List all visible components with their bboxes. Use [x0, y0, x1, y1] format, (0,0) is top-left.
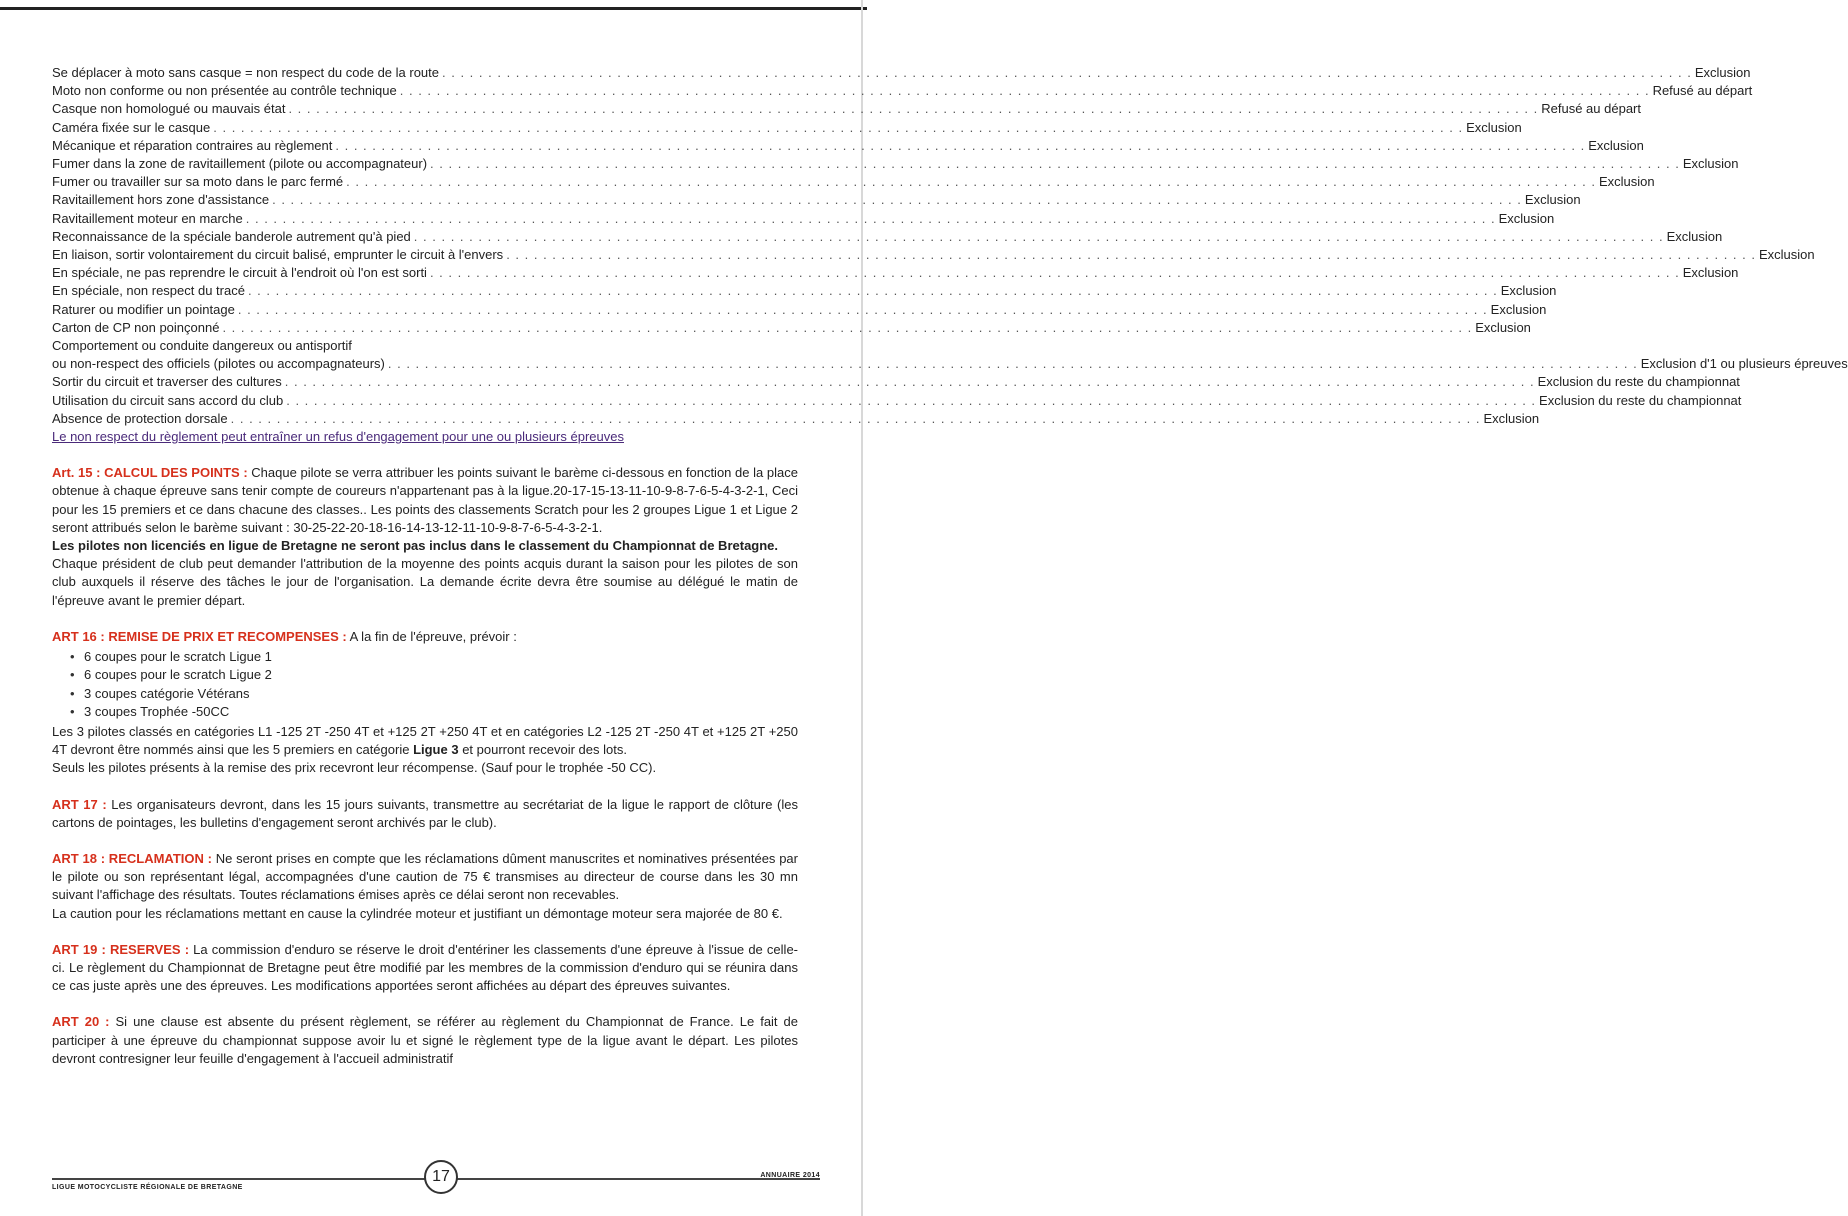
article-16-bold: Ligue 3: [413, 742, 459, 758]
article-20-para: [52, 1013, 798, 1068]
dot-leader: [246, 210, 1496, 228]
article-16-intro: A la fin de l'épreuve, prévoir :: [346, 628, 517, 644]
penalty-label: Reconnaissance de la spéciale banderole autrement qu'à pied: [52, 228, 411, 244]
dot-leader: [272, 191, 1522, 209]
penalty-row: [52, 173, 1655, 191]
dot-leader: [285, 373, 1535, 391]
article-17-para: [52, 796, 798, 832]
article-15: [52, 464, 798, 610]
penalty-label: Caméra fixée sur le casque: [52, 119, 211, 135]
penalty-label: Carton de CP non poinçonné: [52, 319, 220, 335]
article-16-para: [52, 628, 798, 646]
penalty-row: [52, 64, 1751, 82]
article-18: [52, 850, 798, 923]
penalty-row: [52, 301, 1547, 319]
penalty-row: [52, 319, 1531, 337]
article-19-title: ART 19 : RESERVES :: [52, 941, 190, 957]
penalty-row: [52, 282, 1557, 300]
document-body: [52, 64, 1848, 1068]
page-footer: [52, 1170, 820, 1200]
article-16-text1: Les 3 pilotes classés en catégories L1 -125 2T -250 4T et +125 2T +250 4T et en catégories L2 -125 2T -250 4T et +125 2T +250 4T devront être nommés ainsi que les 5 premiers en catégorie: [52, 723, 798, 758]
article-20-text: Si une clause est absente du présent règlement, se référer au règlement du Championnat de France. Le fait de participer à une épreuve du championnat suppose avoir lu et signé le règlement type de la ligue avant le départ. Les pilotes devront contresigner leur feuille d'engagement à l'accueil administratif: [52, 1014, 799, 1066]
article-17-title: ART 17 :: [52, 796, 107, 812]
dot-leader: [430, 264, 1680, 282]
dot-leader: [248, 282, 1498, 300]
penalty-label: Mécanique et réparation contraires au règlement: [52, 137, 333, 153]
dot-leader: [213, 119, 1463, 137]
penalty-label: Fumer ou travailler sur sa moto dans le parc fermé: [52, 174, 344, 190]
penalty-label: Se déplacer à moto sans casque = non respect du code de la route: [52, 65, 440, 80]
penalty-result: Exclusion d'1 ou plusieurs épreuves: [1640, 356, 1848, 372]
penalty-row: [52, 119, 1522, 137]
footer-publisher: LIGUE MOTOCYCLISTE RÉGIONALE DE BRETAGNE: [52, 1184, 243, 1191]
top-border-rule: [0, 7, 867, 10]
dot-leader: [286, 392, 1536, 410]
penalty-row: [52, 210, 1555, 228]
dot-leader: [442, 64, 1692, 82]
penalty-result: Exclusion: [1524, 192, 1581, 208]
list-item: • 3 coupes catégorie Vétérans: [84, 685, 798, 703]
penalty-label: Utilisation du circuit sans accord du club: [52, 392, 284, 408]
dot-leader: [506, 246, 1756, 264]
penalty-label: Casque non homologué ou mauvais état: [52, 101, 286, 117]
dot-leader: [388, 355, 1638, 373]
penalty-result: Refusé au départ: [1541, 101, 1641, 117]
penalty-result: Exclusion: [1500, 283, 1557, 299]
penalty-row: [52, 392, 1742, 410]
penalty-result: Exclusion: [1466, 119, 1522, 135]
footer-annual: ANNUAIRE 2014: [760, 1172, 820, 1179]
dot-leader: [238, 301, 1488, 319]
penalty-label: Ravitaillement moteur en marche: [52, 210, 243, 226]
article-18-text2: La caution pour les réclamations mettant en cause la cylindrée moteur et justifiant un démontage moteur sera majorée de 80 €.: [52, 905, 783, 921]
article-15-text: Chaque pilote se verra attribuer les points suivant le barème ci-dessous en fonction de la place obtenue à chaque épreuve sans tenir compte de coureurs n'appartenant pas à la ligue.20-17-15-13-11-10-9-8-7-6-5-4-3-2-1, Ceci pour les 15 premiers et ce dans chacune des classes.. Les points des classements Scratch pour les 2 groupes Ligue 1 et Ligue 2 seront attribués selon le barème suivant : 30-25-22-20-18-16-14-13-12-11-10-9-8-7-6-5-4-3-2-1.: [52, 465, 798, 535]
cups-list: [52, 648, 798, 721]
penalty-label: Sortir du circuit et traverser des cultures: [52, 374, 282, 390]
penalty-result: Refusé au départ: [1652, 83, 1753, 99]
penalty-label: Ravitaillement hors zone d'assistance: [52, 192, 270, 208]
penalty-list: [52, 64, 1848, 428]
penalty-label: Absence de protection dorsale: [52, 410, 228, 426]
article-15-title: Art. 15 : CALCUL DES POINTS :: [52, 465, 248, 481]
penalty-result: Exclusion: [1694, 65, 1751, 80]
penalty-result: Exclusion du reste du championnat: [1539, 392, 1742, 408]
dot-leader: [414, 228, 1664, 246]
list-item: • 3 coupes Trophée -50CC: [84, 703, 798, 721]
penalty-result: Exclusion: [1682, 156, 1739, 172]
article-16: [52, 628, 798, 778]
article-17: [52, 796, 798, 832]
penalty-label: ou non-respect des officiels (pilotes ou accompagnateurs): [52, 356, 385, 372]
penalty-label: En spéciale, ne pas reprendre le circuit à l'endroit où l'on est sorti: [52, 265, 427, 281]
penalty-row: [52, 264, 1739, 282]
penalty-row: [52, 137, 1644, 155]
article-15-para: [52, 464, 798, 537]
penalty-row-conduct: Comportement ou conduite dangereux ou antisportif: [52, 338, 352, 354]
dot-leader: [430, 155, 1680, 173]
penalty-label: Raturer ou modifier un pointage: [52, 301, 235, 317]
penalty-label: En spéciale, non respect du tracé: [52, 283, 245, 299]
penalty-result: Exclusion du reste du championnat: [1537, 374, 1740, 390]
penalty-result: Exclusion: [1666, 228, 1723, 244]
article-19-para: [52, 941, 798, 996]
penalty-row: [52, 191, 1581, 209]
dot-leader: [400, 82, 1650, 100]
article-19-text: La commission d'enduro se réserve le droit d'entériner les classements d'une épreuve à l'issue de celle-ci. Le règlement du Championnat de Bretagne peut être modifié par les membres de la commission d'enduro qui se réunira dans ce cas juste après une des épreuves. Les modifications apportées seront affichées au départ des épreuves suivantes.: [52, 941, 798, 994]
dot-leader: [346, 173, 1596, 191]
dot-leader: [222, 319, 1472, 337]
penalty-result: Exclusion: [1682, 265, 1739, 281]
article-20-title: ART 20 :: [52, 1014, 110, 1030]
page-number: 17: [424, 1160, 458, 1194]
penalty-row: [52, 100, 1641, 118]
penalty-result: Exclusion: [1598, 174, 1655, 190]
article-15-text2: Chaque président de club peut demander l'attribution de la moyenne des points acquis durant la saison pour les pilotes de son club auxquels il réserve des tâches le jour de l'organisation. La demande écrite devra être soumise au délégué le matin de l'épreuve avant le premier départ.: [52, 556, 798, 608]
penalty-result: Exclusion: [1490, 301, 1547, 317]
penalty-result: Exclusion: [1759, 247, 1815, 263]
article-20: [52, 1013, 798, 1068]
dot-leader: [335, 137, 1585, 155]
penalty-result: Exclusion: [1588, 137, 1644, 153]
penalty-label: Moto non conforme ou non présentée au contrôle technique: [52, 83, 397, 99]
penalty-row: [52, 246, 1815, 264]
penalty-result: Exclusion: [1475, 319, 1531, 335]
article-16-text3: Seuls les pilotes présents à la remise des prix recevront leur récompense. (Sauf pour le trophée -50 CC).: [52, 760, 657, 776]
list-item: • 6 coupes pour le scratch Ligue 2: [84, 666, 798, 684]
article-18-text: Ne seront prises en compte que les réclamations dûment manuscrites et nominatives présentées par le pilote ou son représentant légal, accompagnées d'une caution de 75 € transmises au directeur de course dans les 30 mn suivant l'affichage des résultats. Toutes réclamations émises après ce délai seront non recevables.: [52, 850, 798, 903]
article-16-text: [52, 723, 798, 759]
penalty-result: Exclusion: [1483, 410, 1540, 426]
penalty-row: [52, 228, 1723, 246]
penalty-label: En liaison, sortir volontairement du circuit balisé, emprunter le circuit à l'envers: [52, 247, 504, 263]
penalty-row: [52, 410, 1540, 428]
article-16-title: ART 16 : REMISE DE PRIX ET RECOMPENSES :: [52, 628, 347, 644]
penalty-note: Le non respect du règlement peut entraîner un refus d'engagement pour une ou plusieurs épreuves: [52, 429, 624, 445]
article-18-para: [52, 850, 798, 905]
list-item: • 6 coupes pour le scratch Ligue 1: [84, 648, 798, 666]
penalty-row: [52, 82, 1753, 100]
article-17-text: Les organisateurs devront, dans les 15 jours suivants, transmettre au secrétariat de la ligue le rapport de clôture (les cartons de pointages, les bulletins d'engagement seront archivés par le club).: [52, 796, 798, 830]
penalty-result: Exclusion: [1498, 210, 1555, 226]
penalty-row: [52, 155, 1739, 173]
article-19: [52, 941, 798, 996]
dot-leader: [231, 410, 1481, 428]
article-15-bold: Les pilotes non licenciés en ligue de Bretagne ne seront pas inclus dans le classement du Championnat de Bretagne.: [52, 538, 779, 554]
article-18-title: ART 18 : RECLAMATION :: [52, 850, 212, 866]
article-16-text2: et pourront recevoir des lots.: [458, 742, 627, 758]
dot-leader: [288, 100, 1538, 118]
penalty-row: [52, 373, 1740, 391]
penalty-label: Fumer dans la zone de ravitaillement (pilote ou accompagnateur): [52, 156, 428, 172]
penalty-row: [52, 355, 1848, 373]
